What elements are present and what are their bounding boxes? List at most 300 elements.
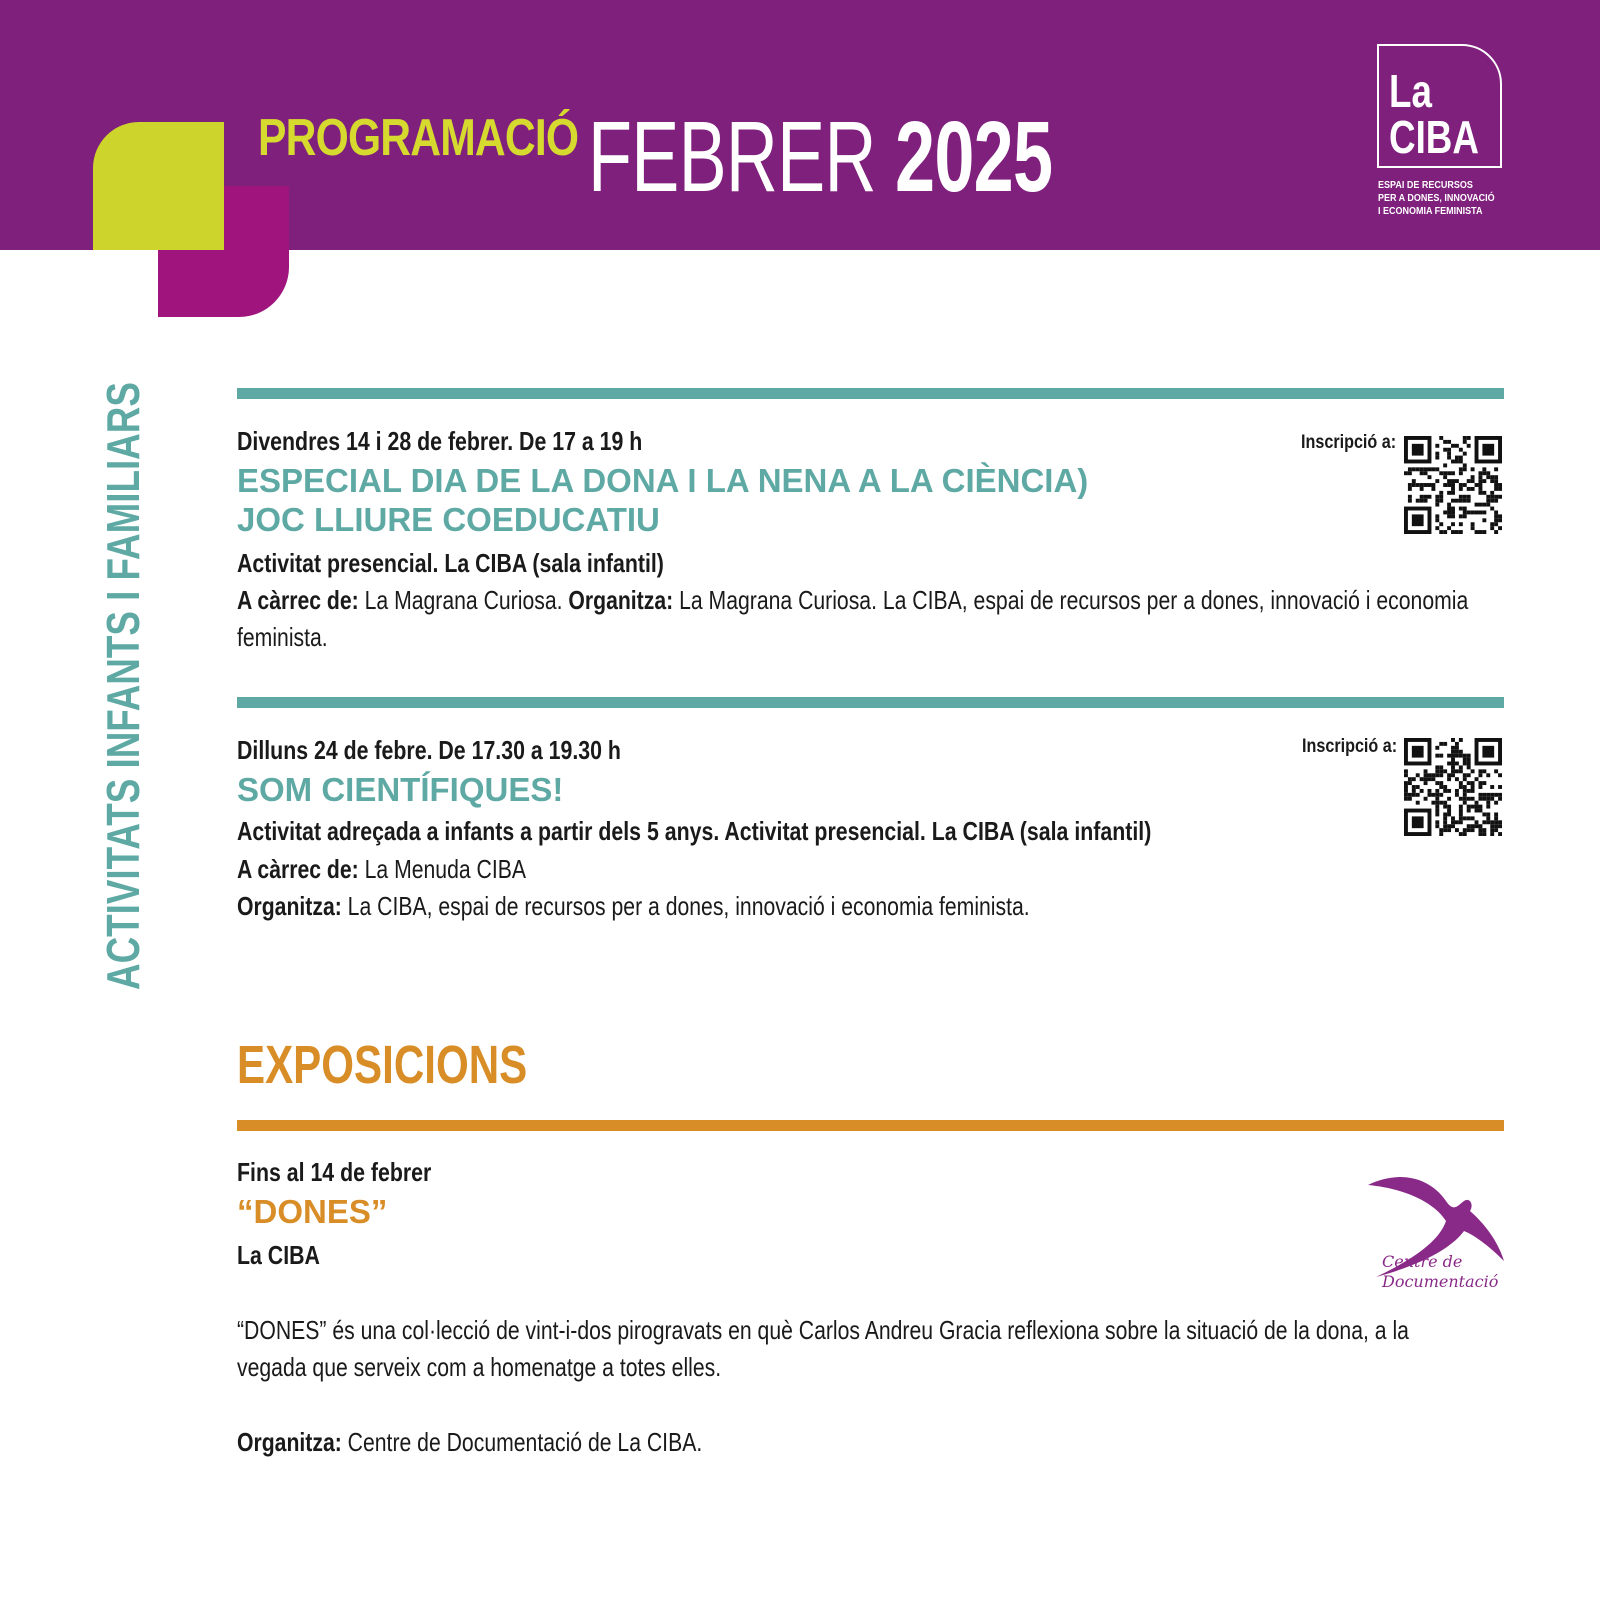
qr-module [1486,797,1490,801]
qr-module [1494,475,1498,479]
qr-module [1455,750,1459,754]
qr-module [1443,785,1447,789]
qr-module [1459,467,1463,471]
qr-module [1428,789,1432,793]
qr-module [1435,456,1439,460]
qr-module [1463,507,1467,511]
qr-module [1447,471,1451,475]
decorative-green-shape [93,122,224,250]
expo-title: “DONES” [237,1193,388,1230]
qr-module [1482,491,1486,495]
qr-module [1463,467,1467,471]
qr-module [1443,471,1447,475]
qr-module [1494,479,1498,483]
qr-module [1459,471,1463,475]
qr-module [1428,777,1432,781]
qr-module [1471,816,1475,820]
qr-module [1478,487,1482,491]
qr-module [1498,785,1502,789]
qr-module [1451,769,1455,773]
qr-module [1424,471,1428,475]
logo-subtitle [1378,179,1522,218]
qr-module [1439,793,1443,797]
qr-module [1478,781,1482,785]
qr-module [1475,809,1479,813]
logo-text-line1: Centre de [1382,1252,1463,1271]
qr-module [1482,503,1486,507]
qr-module [1463,463,1467,467]
qr-module [1412,479,1416,483]
qr-module [1475,820,1479,824]
qr-code-icon[interactable] [1404,436,1502,534]
qr-module [1439,471,1443,475]
qr-module [1478,785,1482,789]
qr-module [1451,762,1455,766]
qr-module [1494,467,1498,471]
event-date: Divendres 14 i 28 de febrer. De 17 a 19 h [237,426,643,456]
qr-module [1420,487,1424,491]
qr-module [1439,801,1443,805]
qr-module [1420,483,1424,487]
qr-module [1486,805,1490,809]
qr-module [1459,809,1463,813]
qr-module [1490,785,1494,789]
qr-module [1475,530,1479,534]
event-date: Dilluns 24 de febre. De 17.30 a 19.30 h [237,735,621,765]
qr-module [1435,754,1439,758]
qr-module [1424,495,1428,499]
org-label: Organitza: [237,891,342,921]
qr-module [1478,475,1482,479]
qr-module [1455,460,1459,464]
qr-module [1459,499,1463,503]
qr-module [1478,530,1482,534]
qr-module [1416,483,1420,487]
qr-module [1478,503,1482,507]
logo-line-la: La [1389,65,1432,117]
qr-module [1435,824,1439,828]
qr-module [1435,805,1439,809]
qr-module [1471,805,1475,809]
qr-module [1490,828,1494,832]
qr-module [1463,828,1467,832]
qr-module [1451,487,1455,491]
qr-module [1447,452,1451,456]
centre-documentacio-logo [1366,1165,1506,1295]
qr-module [1498,483,1502,487]
qr-module [1463,762,1467,766]
qr-module [1404,789,1408,793]
qr-module [1412,467,1416,471]
qr-module [1435,479,1439,483]
qr-module [1486,812,1490,816]
qr-module [1455,762,1459,766]
qr-module [1459,507,1463,511]
qr-module [1435,820,1439,824]
qr-module [1428,773,1432,777]
qr-module [1455,746,1459,750]
qr-module [1455,793,1459,797]
qr-module [1443,448,1447,452]
inscripcio-label: Inscripció a: [1302,736,1398,757]
qr-module [1459,460,1463,464]
qr-module [1451,479,1455,483]
qr-module [1416,801,1420,805]
qr-module [1471,522,1475,526]
qr-module [1443,801,1447,805]
qr-module [1471,781,1475,785]
qr-module [1408,495,1412,499]
qr-module [1435,467,1439,471]
qr-module [1498,518,1502,522]
qr-module [1494,816,1498,820]
qr-module [1482,518,1486,522]
qr-module [1463,816,1467,820]
qr-module [1498,820,1502,824]
qr-module [1447,805,1451,809]
qr-module [1471,510,1475,514]
event-by-line [237,851,1476,888]
qr-module [1435,526,1439,530]
qr-module [1467,754,1471,758]
qr-module [1475,801,1479,805]
qr-module [1459,820,1463,824]
qr-module [1459,805,1463,809]
qr-module [1431,483,1435,487]
qr-module [1467,797,1471,801]
qr-module [1428,495,1432,499]
qr-module [1455,777,1459,781]
qr-module [1459,750,1463,754]
qr-module [1424,769,1428,773]
qr-module [1490,824,1494,828]
event-title [237,461,1088,539]
qr-module [1467,773,1471,777]
qr-module [1412,777,1416,781]
qr-module [1424,797,1428,801]
qr-module [1443,789,1447,793]
qr-module [1459,812,1463,816]
qr-module [1459,514,1463,518]
qr-module [1471,797,1475,801]
qr-module [1408,483,1412,487]
qr-module [1494,820,1498,824]
qr-module [1447,789,1451,793]
qr-module [1478,479,1482,483]
qr-module [1455,820,1459,824]
qr-module [1459,785,1463,789]
qr-module [1416,793,1420,797]
qr-module [1486,475,1490,479]
qr-module [1471,479,1475,483]
qr-module [1467,444,1471,448]
header-year: 2025 [895,101,1053,213]
qr-module [1439,495,1443,499]
qr-module [1467,762,1471,766]
qr-module [1463,797,1467,801]
qr-module [1439,832,1443,836]
qr-module [1431,777,1435,781]
qr-module [1478,824,1482,828]
qr-module [1494,828,1498,832]
qr-module [1451,773,1455,777]
by-value: La Menuda CIBA [364,854,526,884]
qr-module [1486,773,1490,777]
qr-module [1478,809,1482,813]
qr-module [1424,773,1428,777]
qr-module [1482,812,1486,816]
qr-module [1463,436,1467,440]
org-value: La Magrana Curiosa. La CIBA, espai de recursos per a dones, innovació i economia feminista. [237,585,1469,652]
event-details [237,851,1476,925]
qr-finder-block [1412,746,1424,758]
qr-module [1439,530,1443,534]
qr-module [1443,824,1447,828]
logo-subtitle-line: ESPAI DE RECURSOS [1378,180,1473,191]
qr-module [1498,824,1502,828]
qr-module [1494,824,1498,828]
qr-module [1482,467,1486,471]
qr-module [1404,769,1408,773]
by-label: A càrrec de: [237,585,359,615]
qr-module [1408,797,1412,801]
org-label: Organitza: [568,585,674,615]
qr-module [1420,471,1424,475]
qr-code-icon[interactable] [1404,738,1502,836]
la-ciba-logo [1377,44,1502,168]
qr-module [1482,471,1486,475]
inscripcio-label: Inscripció a: [1301,432,1397,453]
qr-module [1498,793,1502,797]
qr-module [1467,805,1471,809]
qr-module [1455,456,1459,460]
qr-finder-block [1482,444,1494,456]
qr-module [1431,801,1435,805]
qr-module [1404,793,1408,797]
qr-module [1478,828,1482,832]
qr-module [1463,801,1467,805]
qr-module [1475,510,1479,514]
expo-organizer [237,1424,1476,1461]
qr-module [1467,436,1471,440]
qr-module [1455,789,1459,793]
qr-finder-block [1412,444,1424,456]
qr-module [1494,487,1498,491]
qr-module [1447,824,1451,828]
event-divider [237,388,1504,399]
qr-module [1455,742,1459,746]
qr-module [1451,758,1455,762]
qr-module [1463,777,1467,781]
qr-module [1478,805,1482,809]
qr-module [1467,809,1471,813]
event-title-line: JOC LLIURE COEDUCATIU [237,501,660,538]
qr-module [1498,773,1502,777]
qr-module [1451,765,1455,769]
qr-module [1451,507,1455,511]
qr-module [1482,797,1486,801]
qr-module [1443,483,1447,487]
qr-module [1459,754,1463,758]
qr-module [1451,499,1455,503]
qr-module [1459,816,1463,820]
qr-module [1420,467,1424,471]
qr-module [1439,773,1443,777]
qr-module [1463,440,1467,444]
qr-module [1471,526,1475,530]
qr-module [1478,483,1482,487]
qr-module [1439,754,1443,758]
qr-module [1482,769,1486,773]
qr-module [1428,483,1432,487]
qr-module [1416,785,1420,789]
qr-module [1486,471,1490,475]
qr-module [1475,777,1479,781]
qr-module [1467,479,1471,483]
qr-module [1478,793,1482,797]
qr-module [1459,781,1463,785]
qr-module [1447,797,1451,801]
qr-module [1404,471,1408,475]
qr-module [1498,832,1502,836]
qr-module [1459,483,1463,487]
qr-module [1471,769,1475,773]
qr-module [1404,773,1408,777]
section-side-label: ACTIVITATS INFANTS I FAMILIARS [97,382,149,990]
qr-module [1435,495,1439,499]
qr-module [1439,522,1443,526]
qr-module [1490,495,1494,499]
qr-module [1494,769,1498,773]
qr-module [1435,444,1439,448]
qr-module [1463,514,1467,518]
qr-module [1435,801,1439,805]
qr-module [1455,754,1459,758]
qr-module [1471,487,1475,491]
qr-module [1412,793,1416,797]
qr-module [1482,479,1486,483]
qr-module [1428,475,1432,479]
qr-module [1435,793,1439,797]
qr-module [1451,824,1455,828]
qr-module [1408,781,1412,785]
qr-module [1447,773,1451,777]
qr-module [1447,514,1451,518]
exposicions-divider [237,1120,1504,1131]
qr-module [1439,828,1443,832]
qr-module [1435,765,1439,769]
qr-module [1486,820,1490,824]
qr-module [1463,510,1467,514]
qr-module [1420,789,1424,793]
qr-module [1451,444,1455,448]
qr-module [1435,773,1439,777]
qr-module [1494,514,1498,518]
qr-module [1451,530,1455,534]
qr-module [1459,530,1463,534]
qr-module [1408,499,1412,503]
qr-module [1467,487,1471,491]
qr-module [1494,801,1498,805]
qr-module [1455,828,1459,832]
logo-subtitle-line: PER A DONES, INNOVACIÓ [1378,193,1495,204]
qr-module [1459,495,1463,499]
qr-module [1447,448,1451,452]
qr-module [1447,754,1451,758]
qr-module [1447,510,1451,514]
qr-module [1435,809,1439,813]
qr-module [1467,781,1471,785]
qr-module [1490,820,1494,824]
qr-module [1478,510,1482,514]
qr-module [1490,507,1494,511]
qr-module [1447,507,1451,511]
qr-module [1478,832,1482,836]
qr-module [1408,471,1412,475]
qr-module [1443,530,1447,534]
qr-module [1459,765,1463,769]
event-mode: Activitat presencial. La CIBA (sala infantil) [237,548,664,578]
event-org-line [237,888,1476,925]
qr-module [1408,793,1412,797]
qr-module [1447,456,1451,460]
qr-module [1428,793,1432,797]
qr-module [1490,526,1494,530]
qr-module [1467,789,1471,793]
qr-module [1431,487,1435,491]
expo-date: Fins al 14 de febrer [237,1157,432,1187]
event-divider [237,697,1504,708]
qr-module [1443,820,1447,824]
qr-module [1471,789,1475,793]
event-mode: Activitat adreçada a infants a partir dels 5 anys. Activitat presencial. La CIBA (sala infantil) [237,816,1152,846]
qr-module [1424,483,1428,487]
qr-module [1459,738,1463,742]
qr-module [1471,824,1475,828]
qr-module [1463,758,1467,762]
qr-module [1404,797,1408,801]
qr-module [1494,518,1498,522]
qr-module [1482,793,1486,797]
qr-module [1459,522,1463,526]
qr-module [1490,475,1494,479]
qr-module [1490,491,1494,495]
qr-module [1416,467,1420,471]
qr-module [1412,789,1416,793]
qr-module [1435,789,1439,793]
qr-module [1439,769,1443,773]
qr-module [1443,510,1447,514]
qr-module [1451,460,1455,464]
qr-module [1463,832,1467,836]
qr-module [1490,479,1494,483]
qr-module [1443,828,1447,832]
qr-module [1463,754,1467,758]
qr-module [1447,491,1451,495]
qr-module [1467,828,1471,832]
qr-module [1447,828,1451,832]
qr-module [1475,503,1479,507]
qr-module [1447,762,1451,766]
qr-module [1486,503,1490,507]
qr-module [1435,812,1439,816]
qr-module [1455,479,1459,483]
qr-module [1443,475,1447,479]
qr-module [1435,514,1439,518]
qr-module [1439,781,1443,785]
expo-place: La CIBA [237,1240,320,1270]
qr-module [1490,793,1494,797]
